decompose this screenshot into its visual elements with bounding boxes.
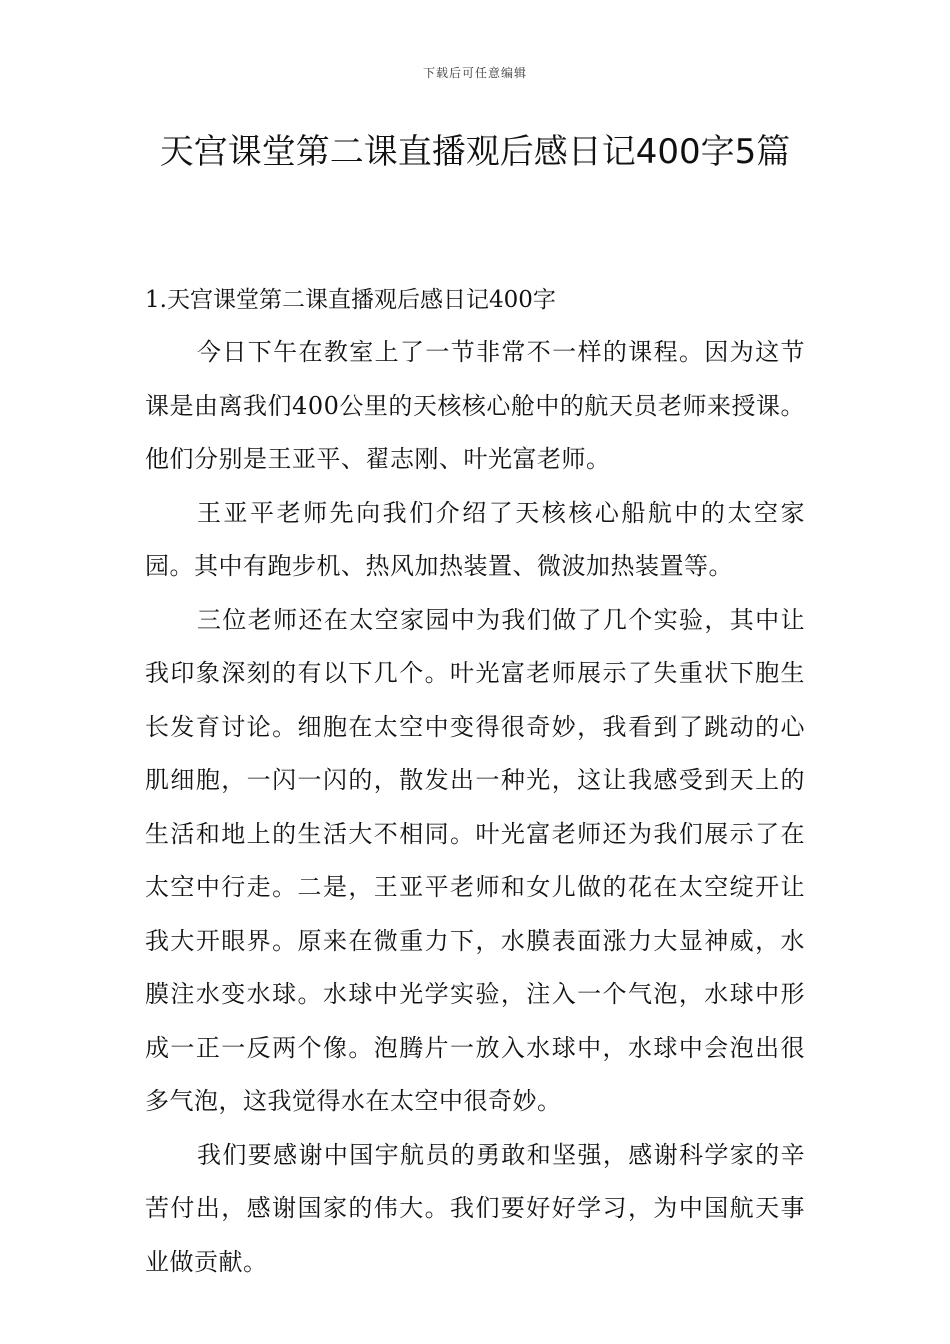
paragraph-2: 王亚平老师先向我们介绍了天核核心船航中的太空家园。其中有跑步机、热风加热装置、微波加热装置等。 bbox=[145, 498, 805, 580]
paragraph-1: 今日下午在教室上了一节非常不一样的课程。因为这节课是由离我们400公里的天核核心舱中的航天员老师来授课。他们分别是王亚平、翟志刚、叶光富老师。 bbox=[145, 338, 805, 473]
document-body bbox=[145, 274, 805, 1289]
header-note: 下载后可任意编辑 bbox=[422, 66, 527, 80]
paragraph-4: 我们要感谢中国宇航员的勇敢和坚强，感谢科学家的辛苦付出，感谢国家的伟大。我们要好好学习，为中国航天事业做贡献。 bbox=[145, 1140, 805, 1276]
document-title: 天宫课堂第二课直播观后感日记400字5篇 bbox=[159, 132, 791, 172]
paragraph-3: 三位老师还在太空家园中为我们做了几个实验，其中让我印象深刻的有以下几个。叶光富老师展示了失重状下胞生长发育讨论。细胞在太空中变得很奇妙，我看到了跳动的心肌细胞，一闪一闪的，散发出一种光，这让我感受到天上的生活和地上的生活大不相同。叶光富老师还为我们展示了在太空中行走。二是，王亚平老师和女儿做的花在太空绽开让我大开眼界。原来在微重力下，水膜表面涨力大显神威，水膜注水变水球。水球中光学实验，注入一个气泡，水球中形成一正一反两个像。泡腾片一放入水球中，水球中会泡出很多气泡，这我觉得水在太空中很奇妙。 bbox=[145, 605, 805, 1115]
section-heading: 1.天宫课堂第二课直播观后感日记400字 bbox=[145, 287, 556, 313]
